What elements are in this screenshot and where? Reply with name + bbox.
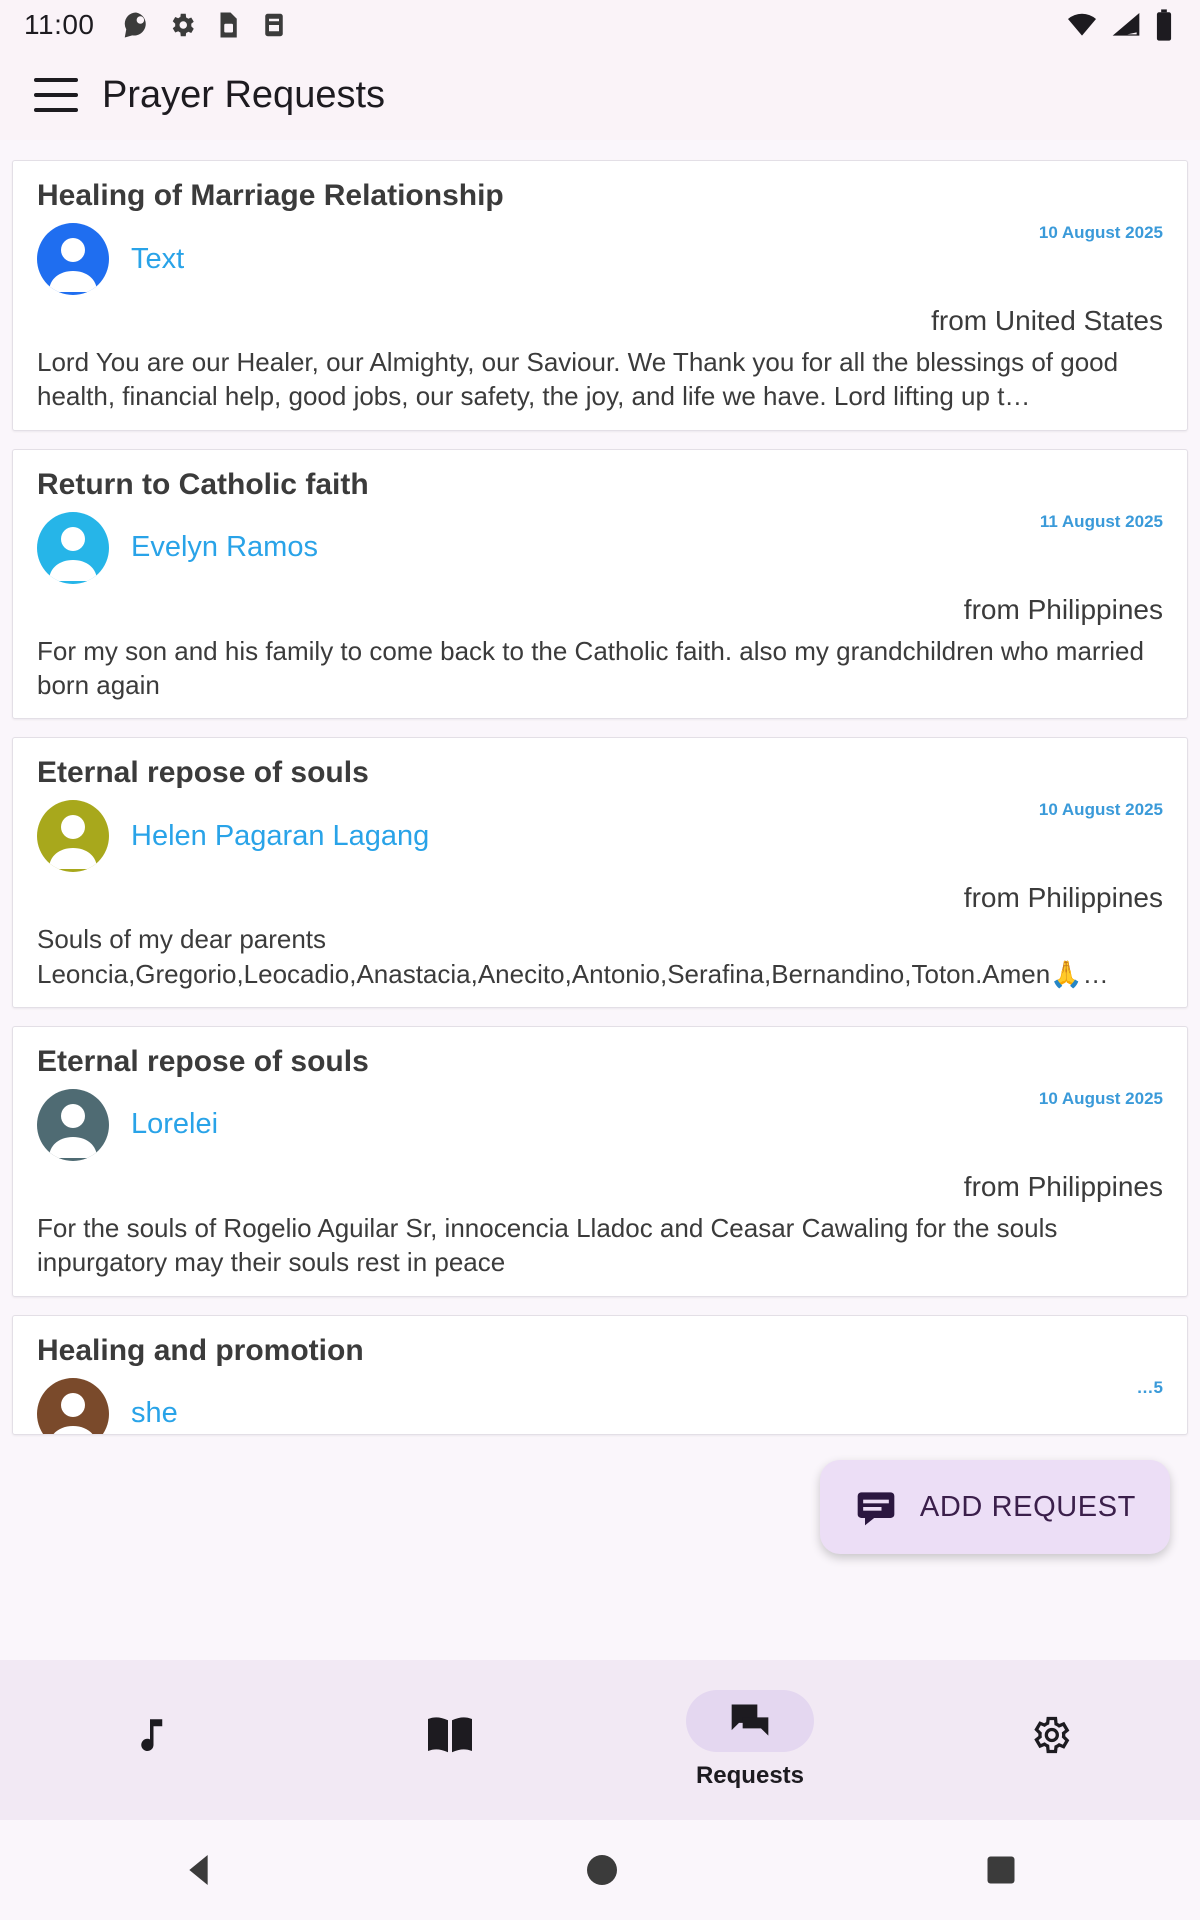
sim-icon [213,10,243,40]
request-title: Healing and promotion [37,1333,364,1367]
request-user-row [37,1089,1163,1161]
open-book-icon [426,1714,474,1756]
nav-item-music[interactable] [0,1704,300,1776]
request-date: …5 [1136,1377,1163,1397]
request-title: Return to Catholic faith [37,467,369,501]
bottom-navigation[interactable] [0,1660,1200,1820]
home-circle-icon[interactable] [582,1850,622,1890]
status-bar [0,0,1200,50]
list-item[interactable] [12,160,1188,431]
request-title: Eternal repose of souls [37,1044,369,1078]
add-request-label: ADD REQUEST [919,1490,1136,1523]
gear-icon [1028,1713,1072,1757]
request-user-name[interactable]: Lorelei [131,1108,219,1141]
request-date: 10 August 2025 [1038,1088,1163,1108]
add-request-button[interactable] [820,1460,1170,1554]
request-body: For my son and his family to come back to the Catholic faith. also my grandchildren who married born again [37,635,1144,700]
request-user-name[interactable]: Text [131,242,185,275]
request-user-name[interactable]: she [131,1397,178,1429]
request-user-name[interactable]: Helen Pagaran Lagang [131,819,430,852]
app-bar [0,50,1200,140]
nav-pill-book [386,1704,514,1766]
back-triangle-icon[interactable] [181,1850,221,1890]
avatar [37,1378,109,1435]
cellular-icon [1110,9,1142,41]
nav-item-book[interactable] [300,1704,600,1776]
list-item[interactable] [12,1026,1188,1297]
request-body: Souls of my dear parents Leoncia,Gregorio,Leocadio,Anastacia,Anecito,Antonio,Serafina,Bernandino,Toton.Amen🙏… [37,924,1109,989]
request-body: For the souls of Rogelio Aguilar Sr, innocencia Lladoc and Ceasar Cawaling for the souls inpurgatory may their souls rest in peace [37,1212,1058,1278]
request-title: Healing of Marriage Relationship [37,179,504,212]
request-from: from United States [931,305,1163,336]
list-item[interactable] [12,449,1188,720]
chat-bubbles-icon [728,1699,772,1743]
recents-square-icon[interactable] [983,1852,1019,1888]
request-user-name[interactable]: Evelyn Ramos [131,531,318,564]
nav-pill-music [86,1704,214,1766]
nav-label-requests: Requests [695,1762,805,1789]
request-title: Eternal repose of souls [37,756,369,790]
request-user-row [37,800,1163,872]
wifi-icon [1066,9,1098,41]
request-user-row [37,223,1163,295]
chat-icon [854,1485,898,1529]
hamburger-menu-icon[interactable] [34,78,78,112]
nav-item-requests[interactable] [600,1690,900,1790]
battery-icon [1154,8,1174,42]
avatar [37,223,109,295]
request-date: 10 August 2025 [1038,800,1163,820]
status-time: 11:00 [24,9,95,40]
nav-pill-settings [986,1704,1114,1766]
request-from: from Philippines [963,1170,1163,1202]
system-navigation-bar[interactable] [0,1820,1200,1920]
status-system-icons [1066,0,1174,50]
request-from: from Philippines [963,882,1163,914]
request-body: Lord You are our Healer, our Almighty, our Saviour. We Thank you for all the blessings of good health, financial help, good jobs, our safety, the joy, and life we have. Lord lifting up t… [37,347,1119,412]
clipboard-icon [259,10,289,40]
nav-item-settings[interactable] [900,1704,1200,1776]
list-item[interactable] [12,737,1188,1008]
prayer-request-list[interactable] [0,160,1200,1435]
page-title: Prayer Requests [102,73,386,116]
avatar [37,800,109,872]
request-date: 11 August 2025 [1039,511,1163,531]
request-user-row [37,1378,1163,1435]
message-icon [121,10,151,40]
avatar [37,512,109,584]
list-item[interactable] [12,1315,1188,1435]
status-notification-icons [121,10,289,40]
music-note-icon [129,1714,171,1756]
nav-pill-requests [686,1690,814,1752]
request-date: 10 August 2025 [1038,223,1163,242]
request-from: from Philippines [963,593,1163,625]
request-user-row [37,512,1163,584]
gear-icon [167,10,197,40]
avatar [37,1089,109,1161]
